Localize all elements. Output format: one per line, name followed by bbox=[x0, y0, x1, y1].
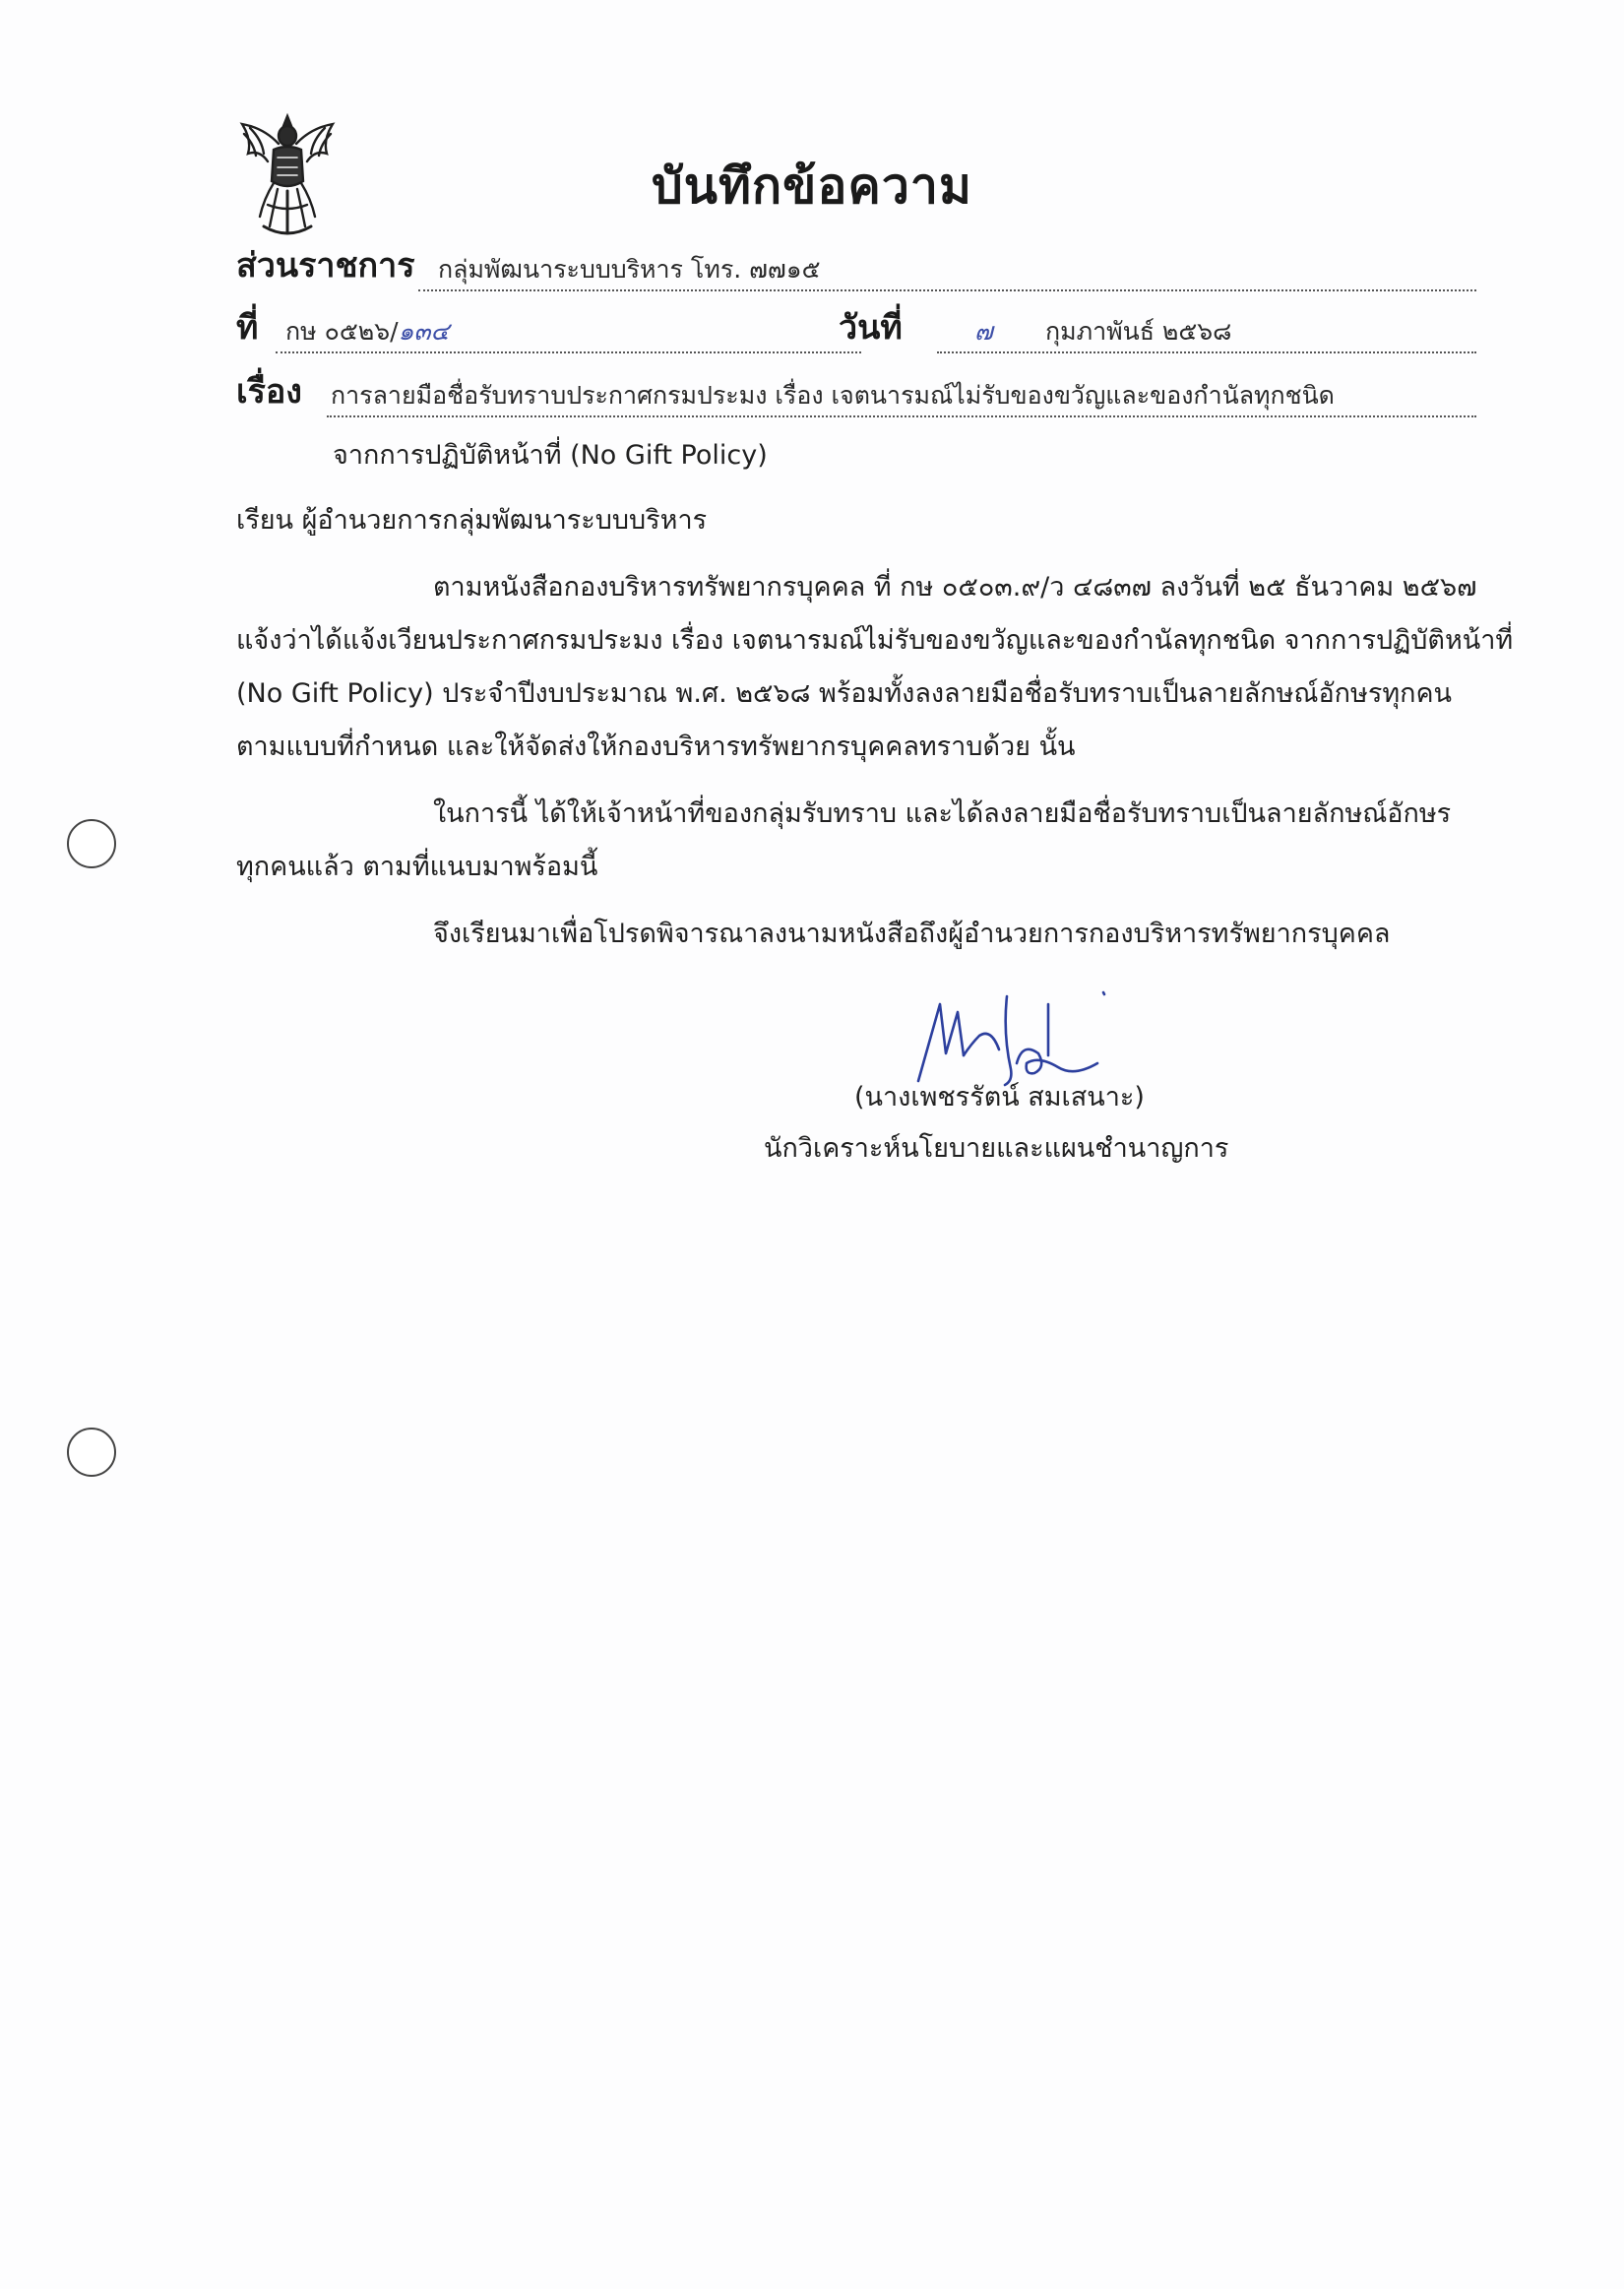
reference-label: ที่ bbox=[236, 308, 259, 348]
subject-dotted-line bbox=[327, 415, 1476, 417]
subject-row bbox=[236, 372, 1476, 421]
date-label: วันที่ bbox=[839, 308, 903, 348]
reference-handwritten: ๑๓๔ bbox=[398, 317, 450, 346]
signer-title: นักวิเคราะห์นโยบายและแผนชำนาญการ bbox=[764, 1133, 1229, 1164]
department-row bbox=[236, 246, 1476, 295]
paragraph-2-line-1: ในการนี้ ได้ให้เจ้าหน้าที่ของกลุ่มรับทราบ และได้ลงลายมือชื่อรับทราบเป็นลายลักษณ์อักษร bbox=[433, 798, 1452, 829]
subject-line-1: การลายมือชื่อรับทราบประกาศกรมประมง เรื่อง เจตนารมณ์ไม่รับของขวัญและของกำนัลทุกชนิด bbox=[331, 381, 1335, 410]
department-value: กลุ่มพัฒนาระบบบริหาร โทร. ๗๗๑๕ bbox=[438, 255, 821, 284]
paragraph-1-line-3: (No Gift Policy) ประจำปีงบประมาณ พ.ศ. ๒๕๖๘ พร้อมทั้งลงลายมือชื่อรับทราบเป็นลายลักษณ์อักษรทุกคน bbox=[236, 678, 1452, 709]
reference-dotted-line bbox=[276, 351, 861, 353]
subject-line-2: จากการปฏิบัติหน้าที่ (No Gift Policy) bbox=[333, 440, 768, 471]
paragraph-1-line-2: แจ้งว่าได้แจ้งเวียนประกาศกรมประมง เรื่อง เจตนารมณ์ไม่รับของขวัญและของกำนัลทุกชนิด จากการปฏิบัติหน้าที่ bbox=[236, 625, 1514, 656]
paragraph-1-line-4: ตามแบบที่กำหนด และให้จัดส่งให้กองบริหารทรัพยากรบุคคลทราบด้วย นั้น bbox=[236, 731, 1076, 762]
punch-hole-top bbox=[67, 819, 116, 868]
reference-value bbox=[285, 312, 449, 351]
handwritten-signature bbox=[901, 985, 1127, 1088]
punch-hole-bottom bbox=[67, 1428, 116, 1477]
reference-date-row bbox=[236, 308, 1476, 357]
department-label: ส่วนราชการ bbox=[236, 246, 415, 286]
memo-title: บันทึกข้อความ bbox=[652, 158, 972, 215]
salutation: เรียน ผู้อำนวยการกลุ่มพัฒนาระบบบริหาร bbox=[236, 505, 708, 536]
date-day: ๗ bbox=[974, 317, 993, 346]
department-dotted-line bbox=[418, 289, 1476, 291]
paragraph-2-line-2: ทุกคนแล้ว ตามที่แนบมาพร้อมนี้ bbox=[236, 852, 598, 882]
date-month-year: กุมภาพันธ์ ๒๕๖๘ bbox=[1045, 317, 1232, 346]
paragraph-1-line-1: ตามหนังสือกองบริหารทรัพยากรบุคคล ที่ กษ ๐๕๐๓.๙/ว ๔๘๓๗ ลงวันที่ ๒๕ ธันวาคม ๒๕๖๗ bbox=[433, 572, 1477, 603]
signer-name: (นางเพชรรัตน์ สมเสนาะ) bbox=[854, 1082, 1145, 1113]
date-dotted-line bbox=[937, 351, 1476, 353]
reference-printed: กษ ๐๕๒๖/ bbox=[285, 317, 399, 346]
subject-label: เรื่อง bbox=[236, 372, 302, 412]
closing-sentence: จึงเรียนมาเพื่อโปรดพิจารณาลงนามหนังสือถึงผู้อำนวยการกองบริหารทรัพยากรบุคคล bbox=[433, 919, 1391, 949]
